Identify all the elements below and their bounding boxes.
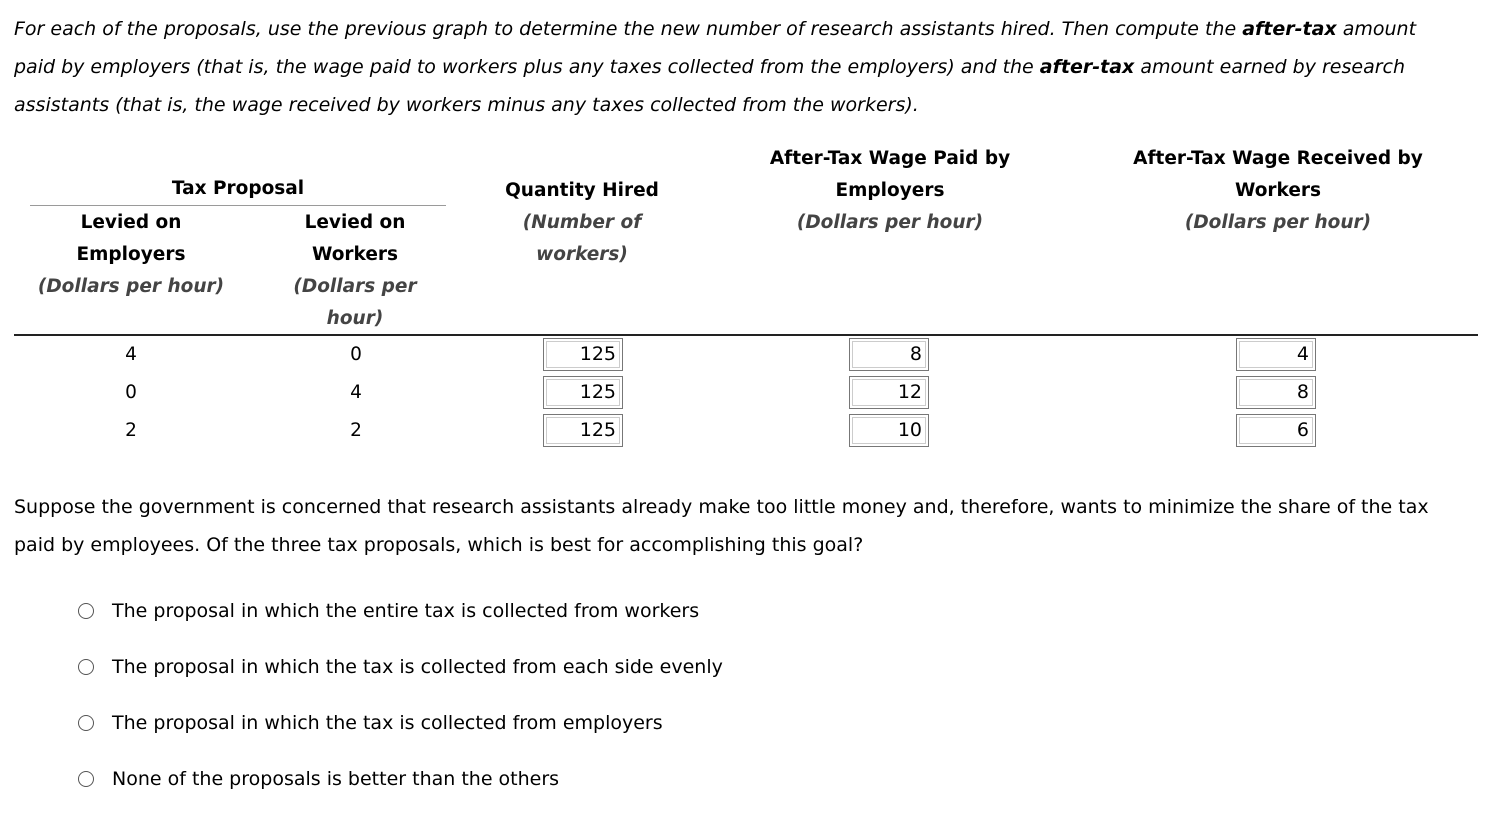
header-unit: (Dollars per hour) bbox=[37, 276, 225, 297]
header-unit: (Dollars per hour) bbox=[1184, 212, 1372, 233]
header-unit: (Dollars per bbox=[293, 276, 417, 297]
header-text: Levied on bbox=[80, 212, 182, 233]
quantity-hired-input[interactable]: 125 bbox=[543, 376, 623, 409]
levied-on-employers-header bbox=[20, 207, 242, 303]
wage-received-input[interactable]: 8 bbox=[1236, 376, 1316, 409]
quantity-hired-input[interactable]: 125 bbox=[543, 414, 623, 447]
instructions-text-1: For each of the proposals, use the previous graph to determine the new number of research assistants hired. Then compute the bbox=[14, 18, 1243, 40]
header-text: Workers bbox=[1234, 180, 1322, 201]
option-workers[interactable] bbox=[78, 599, 699, 623]
workers-tax-cell: 0 bbox=[350, 344, 362, 365]
employers-tax-cell: 4 bbox=[125, 344, 137, 365]
option-label: The proposal in which the entire tax is collected from workers bbox=[112, 600, 700, 622]
radio-button[interactable] bbox=[78, 603, 94, 619]
option-label: The proposal in which the tax is collected from employers bbox=[112, 712, 663, 734]
table-header-rule bbox=[14, 334, 1478, 336]
wage-received-header bbox=[1108, 143, 1448, 239]
wage-received-input[interactable]: 4 bbox=[1236, 338, 1316, 371]
levied-on-workers-header bbox=[270, 207, 440, 335]
instructions-bold-1: after-tax bbox=[1242, 18, 1337, 40]
workers-tax-cell: 4 bbox=[350, 382, 362, 403]
instructions-paragraph bbox=[14, 10, 1454, 124]
wage-paid-input[interactable]: 10 bbox=[849, 414, 929, 447]
employers-tax-cell: 2 bbox=[125, 420, 137, 441]
header-unit: (Dollars per hour) bbox=[796, 212, 984, 233]
wage-paid-input[interactable]: 12 bbox=[849, 376, 929, 409]
header-text: Employers bbox=[76, 244, 186, 265]
quantity-hired-header bbox=[482, 175, 682, 271]
option-label: None of the proposals is better than the others bbox=[112, 768, 560, 790]
instructions-text-2: amount paid by employers (that is, the wage paid to workers plus any taxes collected from the employers) and the bbox=[14, 18, 1417, 78]
wage-paid-input[interactable]: 8 bbox=[849, 338, 929, 371]
header-text: After-Tax Wage Paid by bbox=[769, 148, 1011, 169]
option-employers[interactable] bbox=[78, 711, 663, 735]
option-none[interactable] bbox=[78, 767, 559, 791]
header-text: Quantity Hired bbox=[505, 180, 659, 201]
option-evenly[interactable] bbox=[78, 655, 723, 679]
header-unit: (Number of bbox=[522, 212, 642, 233]
radio-button[interactable] bbox=[78, 659, 94, 675]
instructions-text-3: amount earned by research assistants (that is, the wage received by workers minus any taxes collected from the workers). bbox=[14, 56, 1406, 116]
question-text: Suppose the government is concerned that research assistants already make too little money and, therefore, wants to minimize the share of the tax paid by employees. Of the three tax proposals, which is best for accomplishing this goal? bbox=[14, 496, 1429, 556]
radio-button[interactable] bbox=[78, 715, 94, 731]
quantity-hired-input[interactable]: 125 bbox=[543, 338, 623, 371]
header-unit: workers) bbox=[536, 244, 628, 265]
tax-proposal-divider bbox=[30, 205, 446, 206]
header-text: Levied on bbox=[304, 212, 406, 233]
header-text: Workers bbox=[311, 244, 399, 265]
header-unit: hour) bbox=[326, 308, 384, 329]
radio-button[interactable] bbox=[78, 771, 94, 787]
wage-received-input[interactable]: 6 bbox=[1236, 414, 1316, 447]
header-text: Employers bbox=[835, 180, 945, 201]
option-label: The proposal in which the tax is collected from each side evenly bbox=[112, 656, 723, 678]
instructions-bold-2: after-tax bbox=[1039, 56, 1135, 78]
header-text: After-Tax Wage Received by bbox=[1133, 148, 1423, 169]
tax-proposal-header: Tax Proposal bbox=[171, 178, 305, 199]
workers-tax-cell: 2 bbox=[350, 420, 362, 441]
employers-tax-cell: 0 bbox=[125, 382, 137, 403]
wage-paid-header bbox=[740, 143, 1040, 239]
